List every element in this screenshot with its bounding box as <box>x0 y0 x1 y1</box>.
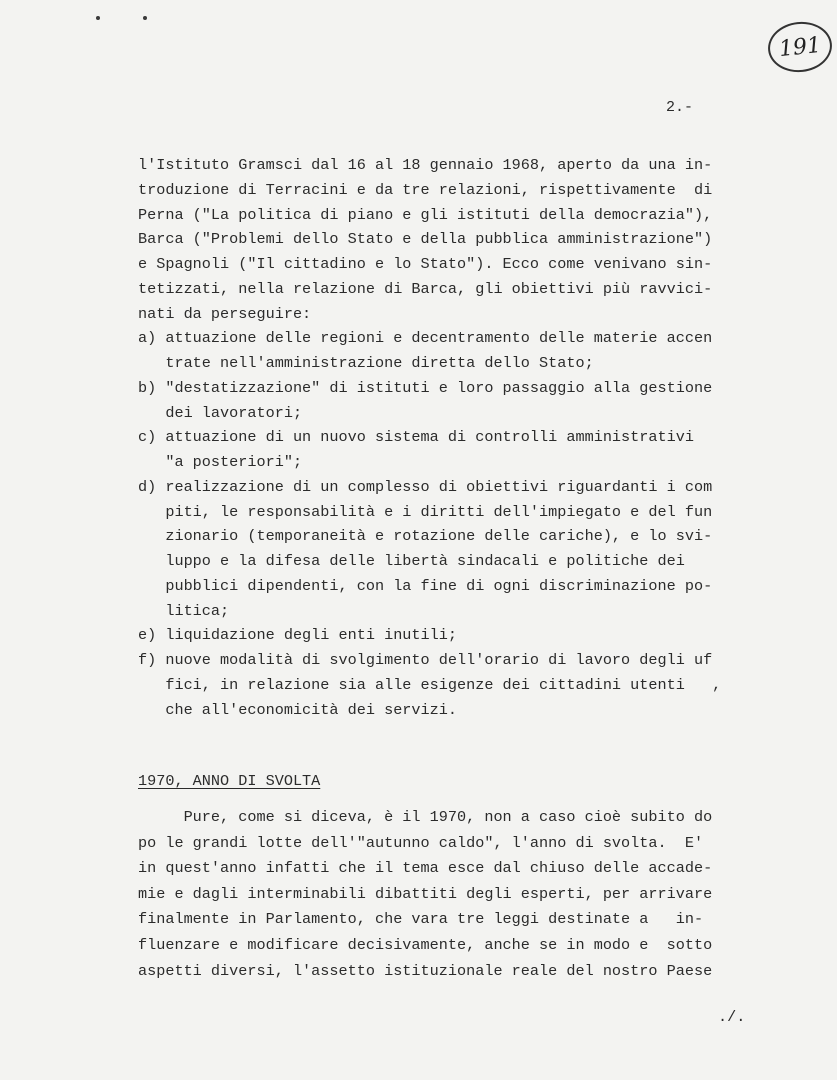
text-line: aspetti diversi, l'assetto istituzionale reale del nostro Paese <box>138 961 713 980</box>
text-line: mie e dagli interminabili dibattiti degli esperti, per arrivare <box>138 884 713 903</box>
text-line: fici, in relazione sia alle esigenze dei cittadini utenti , <box>138 675 722 694</box>
text-line: litica; <box>138 601 230 620</box>
text-line: d) realizzazione di un complesso di obiettivi riguardanti i com <box>138 477 713 496</box>
text-line: fluenzare e modificare decisivamente, anche se in modo e sotto <box>138 936 713 954</box>
archive-stamp: 191 <box>766 19 835 75</box>
text-line: b) "destatizzazione" di istituti e loro passaggio alla gestione <box>138 378 713 397</box>
text-line: a) attuazione delle regioni e decentramento delle materie accen <box>138 329 713 348</box>
section-heading: 1970, ANNO DI SVOLTA <box>138 772 321 790</box>
text-line: e) liquidazione degli enti inutili; <box>138 626 457 645</box>
text-line: piti, le responsabilità e i diritti dell'impiegato e del fun <box>138 502 713 521</box>
text-line: luppo e la difesa delle libertà sindacali e politiche dei <box>138 552 685 570</box>
text-line: f) nuove modalità di svolgimento dell'orario di lavoro degli uf <box>138 651 713 669</box>
text-line: trate nell'amministrazione diretta dello Stato; <box>138 354 594 372</box>
punch-dot <box>143 16 147 20</box>
text-line: zionario (temporaneità e rotazione delle cariche), e lo svi- <box>138 527 713 546</box>
page-number: 2.- <box>666 99 694 116</box>
text-line: po le grandi lotte dell'"autunno caldo", l'anno di svolta. E' <box>138 833 704 852</box>
text-line: pubblici dipendenti, con la fine di ogni discriminazione po- <box>138 576 713 595</box>
text-line: nati da perseguire: <box>138 304 312 323</box>
punch-dot <box>96 16 100 20</box>
watermark <box>8 985 218 1065</box>
text-line: tetizzati, nella relazione di Barca, gli obiettivi più ravvici- <box>138 279 713 298</box>
continuation-mark: ./. <box>718 1008 746 1026</box>
text-line: in quest'anno infatti che il tema esce dal chiuso delle accade- <box>138 859 713 878</box>
text-line: l'Istituto Gramsci dal 16 al 18 gennaio 1968, aperto da una in- <box>138 156 713 174</box>
text-line: troduzione di Terracini e da tre relazioni, rispettivamente di <box>138 180 713 199</box>
text-line: e Spagnoli ("Il cittadino e lo Stato"). Ecco come venivano sin- <box>138 255 713 273</box>
text-line: Perna ("La politica di piano e gli istituti della democrazia"), <box>138 205 713 224</box>
text-line: che all'economicità dei servizi. <box>138 700 457 719</box>
text-line: Pure, come si diceva, è il 1970, non a caso cioè subito do <box>138 808 713 826</box>
text-line: Barca ("Problemi dello Stato e della pubblica amministrazione") <box>138 230 713 249</box>
text-line: dei lavoratori; <box>138 403 303 422</box>
text-line: "a posteriori"; <box>138 453 303 471</box>
text-line: c) attuazione di un nuovo sistema di controlli amministrativi <box>138 428 694 447</box>
text-line: finalmente in Parlamento, che vara tre leggi destinate a in- <box>138 910 704 929</box>
